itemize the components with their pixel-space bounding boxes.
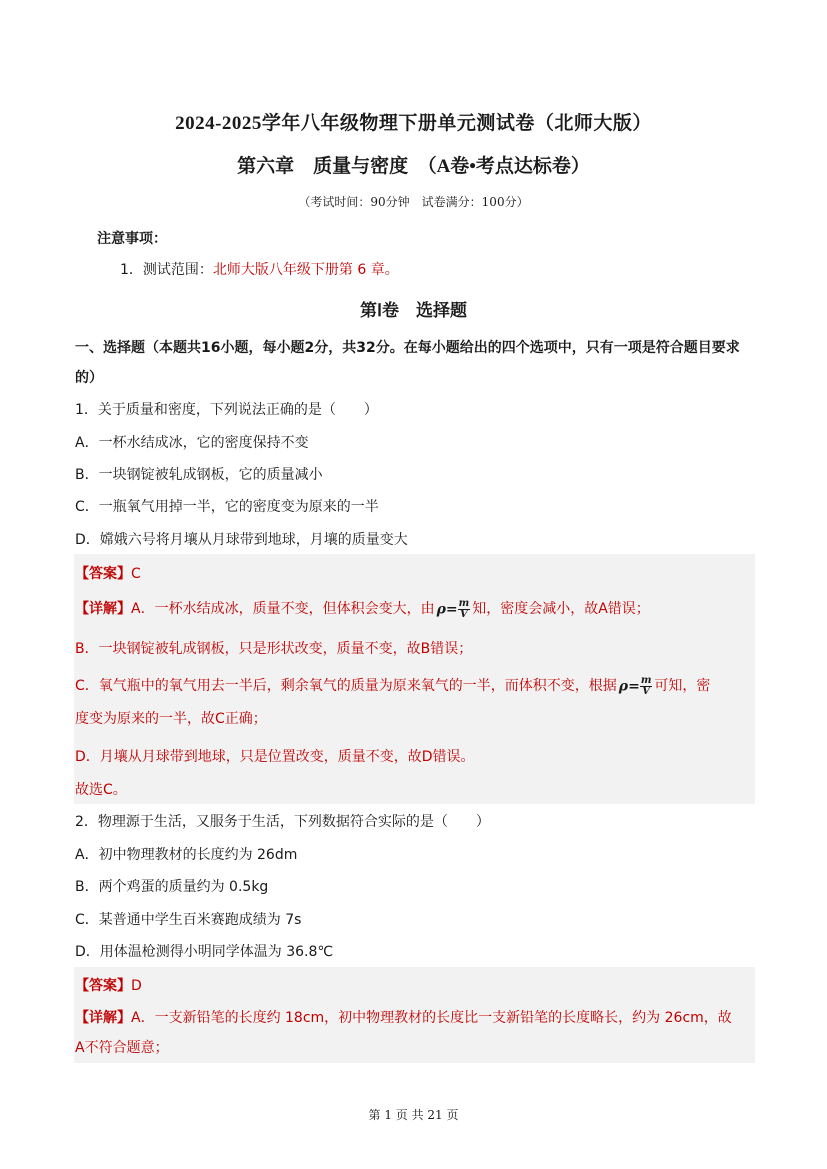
formula-eq: =: [628, 678, 640, 694]
density-formula: [619, 676, 653, 697]
detail-text: 可知，密: [654, 678, 711, 694]
formula-rho: ρ: [436, 601, 446, 617]
detail-line-1: [75, 598, 650, 620]
question-1-option-b: B．一块钢锭被轧成钢板，它的质量减小: [75, 467, 323, 483]
detail-line-3: [75, 675, 710, 697]
detail-line-6: 故选C。: [75, 782, 127, 798]
formula-denominator: V: [642, 685, 650, 697]
detail-line-5: D．月壤从月球带到地球，只是位置改变，质量不变，故D错误。: [75, 749, 475, 765]
detail-label: 【详解】: [75, 601, 131, 617]
chapter-subtitle: 第六章 质量与密度 （A卷•考点达标卷）: [237, 156, 590, 177]
answer-value: D: [131, 978, 142, 994]
question-1-option-a: A．一杯水结成冰，它的密度保持不变: [75, 435, 309, 451]
formula-rho: ρ: [618, 678, 629, 694]
question-2-option-c: C．某普通中学生百米赛跑成绩为 7s: [75, 912, 302, 928]
answer-line: [75, 975, 142, 995]
formula-numerator: m: [640, 674, 652, 686]
question-1-answer-box: [74, 554, 755, 804]
detail-text: 知，密度会减小，故A错误；: [472, 601, 650, 617]
detail-label: 【详解】: [75, 1010, 131, 1026]
formula-fraction: [640, 676, 653, 697]
answer-value: C: [131, 566, 141, 582]
page-footer: 第 1 页 共 21 页: [368, 1108, 459, 1122]
notice-item-prefix: 1．测试范围：: [120, 262, 213, 278]
formula-numerator: m: [458, 597, 470, 609]
detail-text: A．一杯水结成冰，质量不变，但体积会变大，由: [131, 601, 435, 617]
notice-heading: 注意事项：: [97, 231, 167, 247]
part-heading: 一、选择题（本题共16小题，每小题2分，共32分。在每小题给出的四个选项中，只有一项是符合题目要求的）: [75, 340, 740, 386]
formula-denominator: V: [460, 608, 468, 620]
notice-item: [120, 259, 399, 279]
notice-item-highlight: 北师大版八年级下册第 6 章。: [212, 262, 399, 278]
detail-line-4: 度变为原来的一半，故C正确；: [75, 711, 267, 727]
exam-info: （考试时间：90分钟 试卷满分：100分）: [298, 195, 529, 209]
formula-fraction: [458, 599, 471, 620]
detail-line-2: A不符合题意；: [75, 1040, 169, 1056]
detail-text: C．氧气瓶中的氧气用去一半后，剩余氧气的质量为原来氧气的一半，而体积不变，根据: [75, 678, 617, 694]
document-title: 2024-2025学年八年级物理下册单元测试卷（北师大版）: [175, 113, 652, 134]
answer-line: [75, 563, 141, 583]
question-1-option-c: C．一瓶氧气用掉一半，它的密度变为原来的一半: [75, 499, 379, 515]
answer-label: 【答案】: [75, 566, 131, 582]
question-1-stem: 1．关于质量和密度，下列说法正确的是（ ）: [75, 402, 378, 418]
question-2-option-d: D．用体温枪测得小明同学体温为 36.8℃: [75, 944, 334, 960]
formula-eq: =: [445, 601, 458, 617]
question-2-stem: 2．物理源于生活，又服务于生活，下列数据符合实际的是（ ）: [75, 814, 490, 830]
density-formula: [437, 599, 471, 620]
detail-line-2: B．一块钢锭被轧成钢板，只是形状改变，质量不变，故B错误；: [75, 641, 473, 657]
question-2-option-a: A．初中物理教材的长度约为 26dm: [75, 847, 298, 863]
question-2-option-b: B．两个鸡蛋的质量约为 0.5kg: [75, 879, 269, 895]
section-title: 第Ⅰ卷 选择题: [359, 301, 467, 320]
question-2-answer-box: [74, 967, 755, 1063]
detail-text: A．一支新铅笔的长度约 18cm，初中物理教材的长度比一支新铅笔的长度略长，约为 26cm，故: [131, 1010, 732, 1026]
detail-line-1: [75, 1007, 732, 1027]
question-1-option-d: D．嫦娥六号将月壤从月球带到地球，月壤的质量变大: [75, 532, 408, 548]
answer-label: 【答案】: [75, 978, 131, 994]
